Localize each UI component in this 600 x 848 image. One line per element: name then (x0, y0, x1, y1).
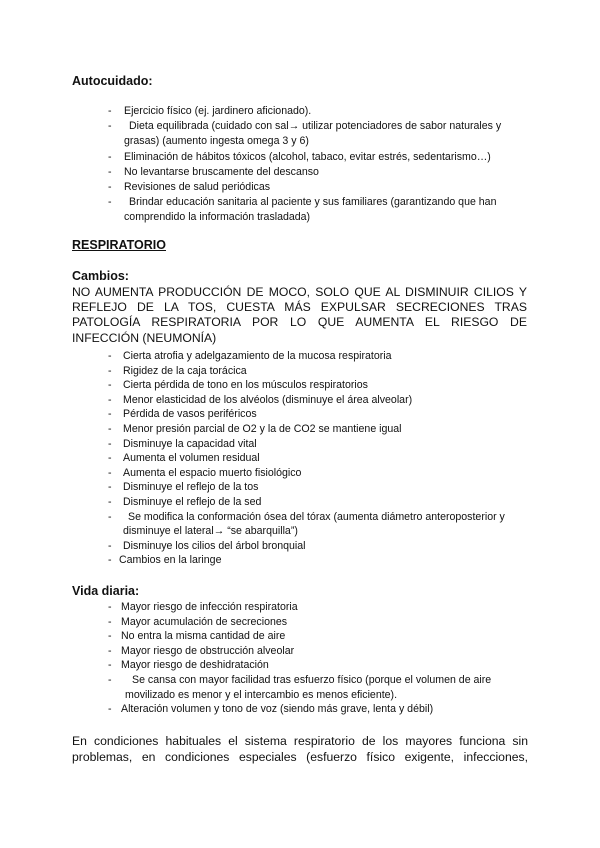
autocuidado-heading: Autocuidado: (72, 74, 153, 88)
list-item-text-continued: movilizado es menor y el intercambio es menos eficiente). (125, 688, 398, 701)
list-item-text: Cierta pérdida de tono en los músculos respiratorios (123, 379, 368, 392)
list-item-text: Rigidez de la caja torácica (123, 364, 247, 377)
list-dash: - (108, 196, 112, 209)
list-item-text: Disminuye el reflejo de la sed (123, 496, 262, 508)
list-item-text: Mayor riesgo de obstrucción alveolar (121, 644, 295, 657)
cambios-heading: Cambios: (72, 269, 129, 283)
list-dash: - (108, 703, 112, 716)
list-item-text: Pérdida de vasos periféricos (123, 408, 257, 421)
list-dash: - (108, 510, 112, 523)
list-dash: - (108, 150, 112, 163)
list-dash: - (108, 105, 112, 117)
list-dash: - (108, 120, 112, 133)
list-item-text: No entra la misma cantidad de aire (121, 630, 286, 643)
list-item-text: No levantarse bruscamente del descanso (124, 165, 319, 178)
list-item-text: Ejercicio físico (ej. jardinero aficionado). (124, 105, 312, 117)
list-item-text-continued: grasas) (aumento ingesta omega 3 y 6) (124, 135, 309, 148)
list-item-text: Revisiones de salud periódicas (124, 181, 271, 193)
list-dash: - (108, 393, 112, 406)
list-dash: - (108, 350, 112, 362)
list-dash: - (108, 165, 112, 178)
closing-paragraph-line-2: problemas, en condiciones especiales (esfuerzo físico exigente, infecciones, (72, 750, 528, 764)
list-dash: - (108, 615, 112, 628)
list-item-text: Mayor acumulación de secreciones (121, 615, 288, 628)
list-dash: - (108, 630, 112, 643)
list-item-text: Brindar educación sanitaria al paciente y sus familiares (garantizando que han (129, 196, 497, 209)
list-item-text: Mayor riesgo de infección respiratoria (121, 601, 298, 613)
list-dash: - (108, 408, 112, 421)
list-item-text: Disminuye los cilios del árbol bronquial (123, 539, 306, 552)
section-title-respiratorio: RESPIRATORIO (72, 238, 166, 252)
list-dash: - (108, 554, 112, 567)
list-dash: - (108, 364, 112, 377)
list-dash: - (108, 601, 112, 613)
list-item-text: Mayor riesgo de deshidratación (121, 659, 269, 672)
list-dash: - (108, 437, 112, 450)
list-item-text: Cambios en la laringe (119, 554, 222, 567)
list-item-text: Disminuye el reflejo de la tos (123, 481, 259, 494)
list-item-text: Aumenta el volumen residual (123, 452, 260, 465)
list-dash: - (108, 181, 112, 193)
list-item-text: Cierta atrofia y adelgazamiento de la mucosa respiratoria (123, 350, 392, 362)
list-dash: - (108, 423, 112, 435)
list-item-text: Menor elasticidad de los alvéolos (disminuye el área alveolar) (123, 393, 413, 406)
closing-paragraph-line-1: En condiciones habituales el sistema respiratorio de los mayores funciona sin (72, 734, 528, 748)
list-dash: - (108, 466, 112, 479)
vida-diaria-heading: Vida diaria: (72, 584, 140, 598)
list-item-text: Menor presión parcial de O2 y la de CO2 se mantiene igual (123, 423, 402, 435)
list-item-text: Dieta equilibrada (cuidado con sal→ utilizar potenciadores de sabor naturales y (129, 120, 502, 133)
list-item-text: Disminuye la capacidad vital (123, 437, 257, 450)
list-item-text: Se modifica la conformación ósea del tórax (aumenta diámetro anteroposterior y (128, 510, 505, 523)
list-item-text-continued: disminuye el lateral→ “se abarquilla”) (123, 525, 298, 538)
list-item-text: Se cansa con mayor facilidad tras esfuerzo físico (porque el volumen de aire (132, 674, 492, 686)
list-dash: - (108, 644, 112, 657)
list-item-text: Eliminación de hábitos tóxicos (alcohol, tabaco, evitar estrés, sedentarismo…) (124, 150, 491, 163)
list-item-text-continued: comprendido la información trasladada) (124, 211, 311, 224)
list-item-text: Alteración volumen y tono de voz (siendo más grave, lenta y débil) (121, 703, 434, 716)
list-dash: - (108, 659, 112, 672)
list-dash: - (108, 539, 112, 552)
cambios-intro-paragraph: NO AUMENTA PRODUCCIÓN DE MOCO, SOLO QUE AL DISMINUIR CILIOS Y REFLEJO DE LA TOS, CUESTA MÁS EXPULSAR SECRECIONES TRAS PATOLOGÍA RESPIRATORIA POR LO QUE AUMENTA EL RIESGO DE INFECCIÓN (NEUMONÍA) (72, 285, 527, 345)
list-dash: - (108, 674, 112, 686)
list-dash: - (108, 496, 112, 508)
list-dash: - (108, 379, 112, 392)
list-item-text: Aumenta el espacio muerto fisiológico (123, 466, 302, 479)
list-dash: - (108, 481, 112, 494)
list-dash: - (108, 452, 112, 465)
